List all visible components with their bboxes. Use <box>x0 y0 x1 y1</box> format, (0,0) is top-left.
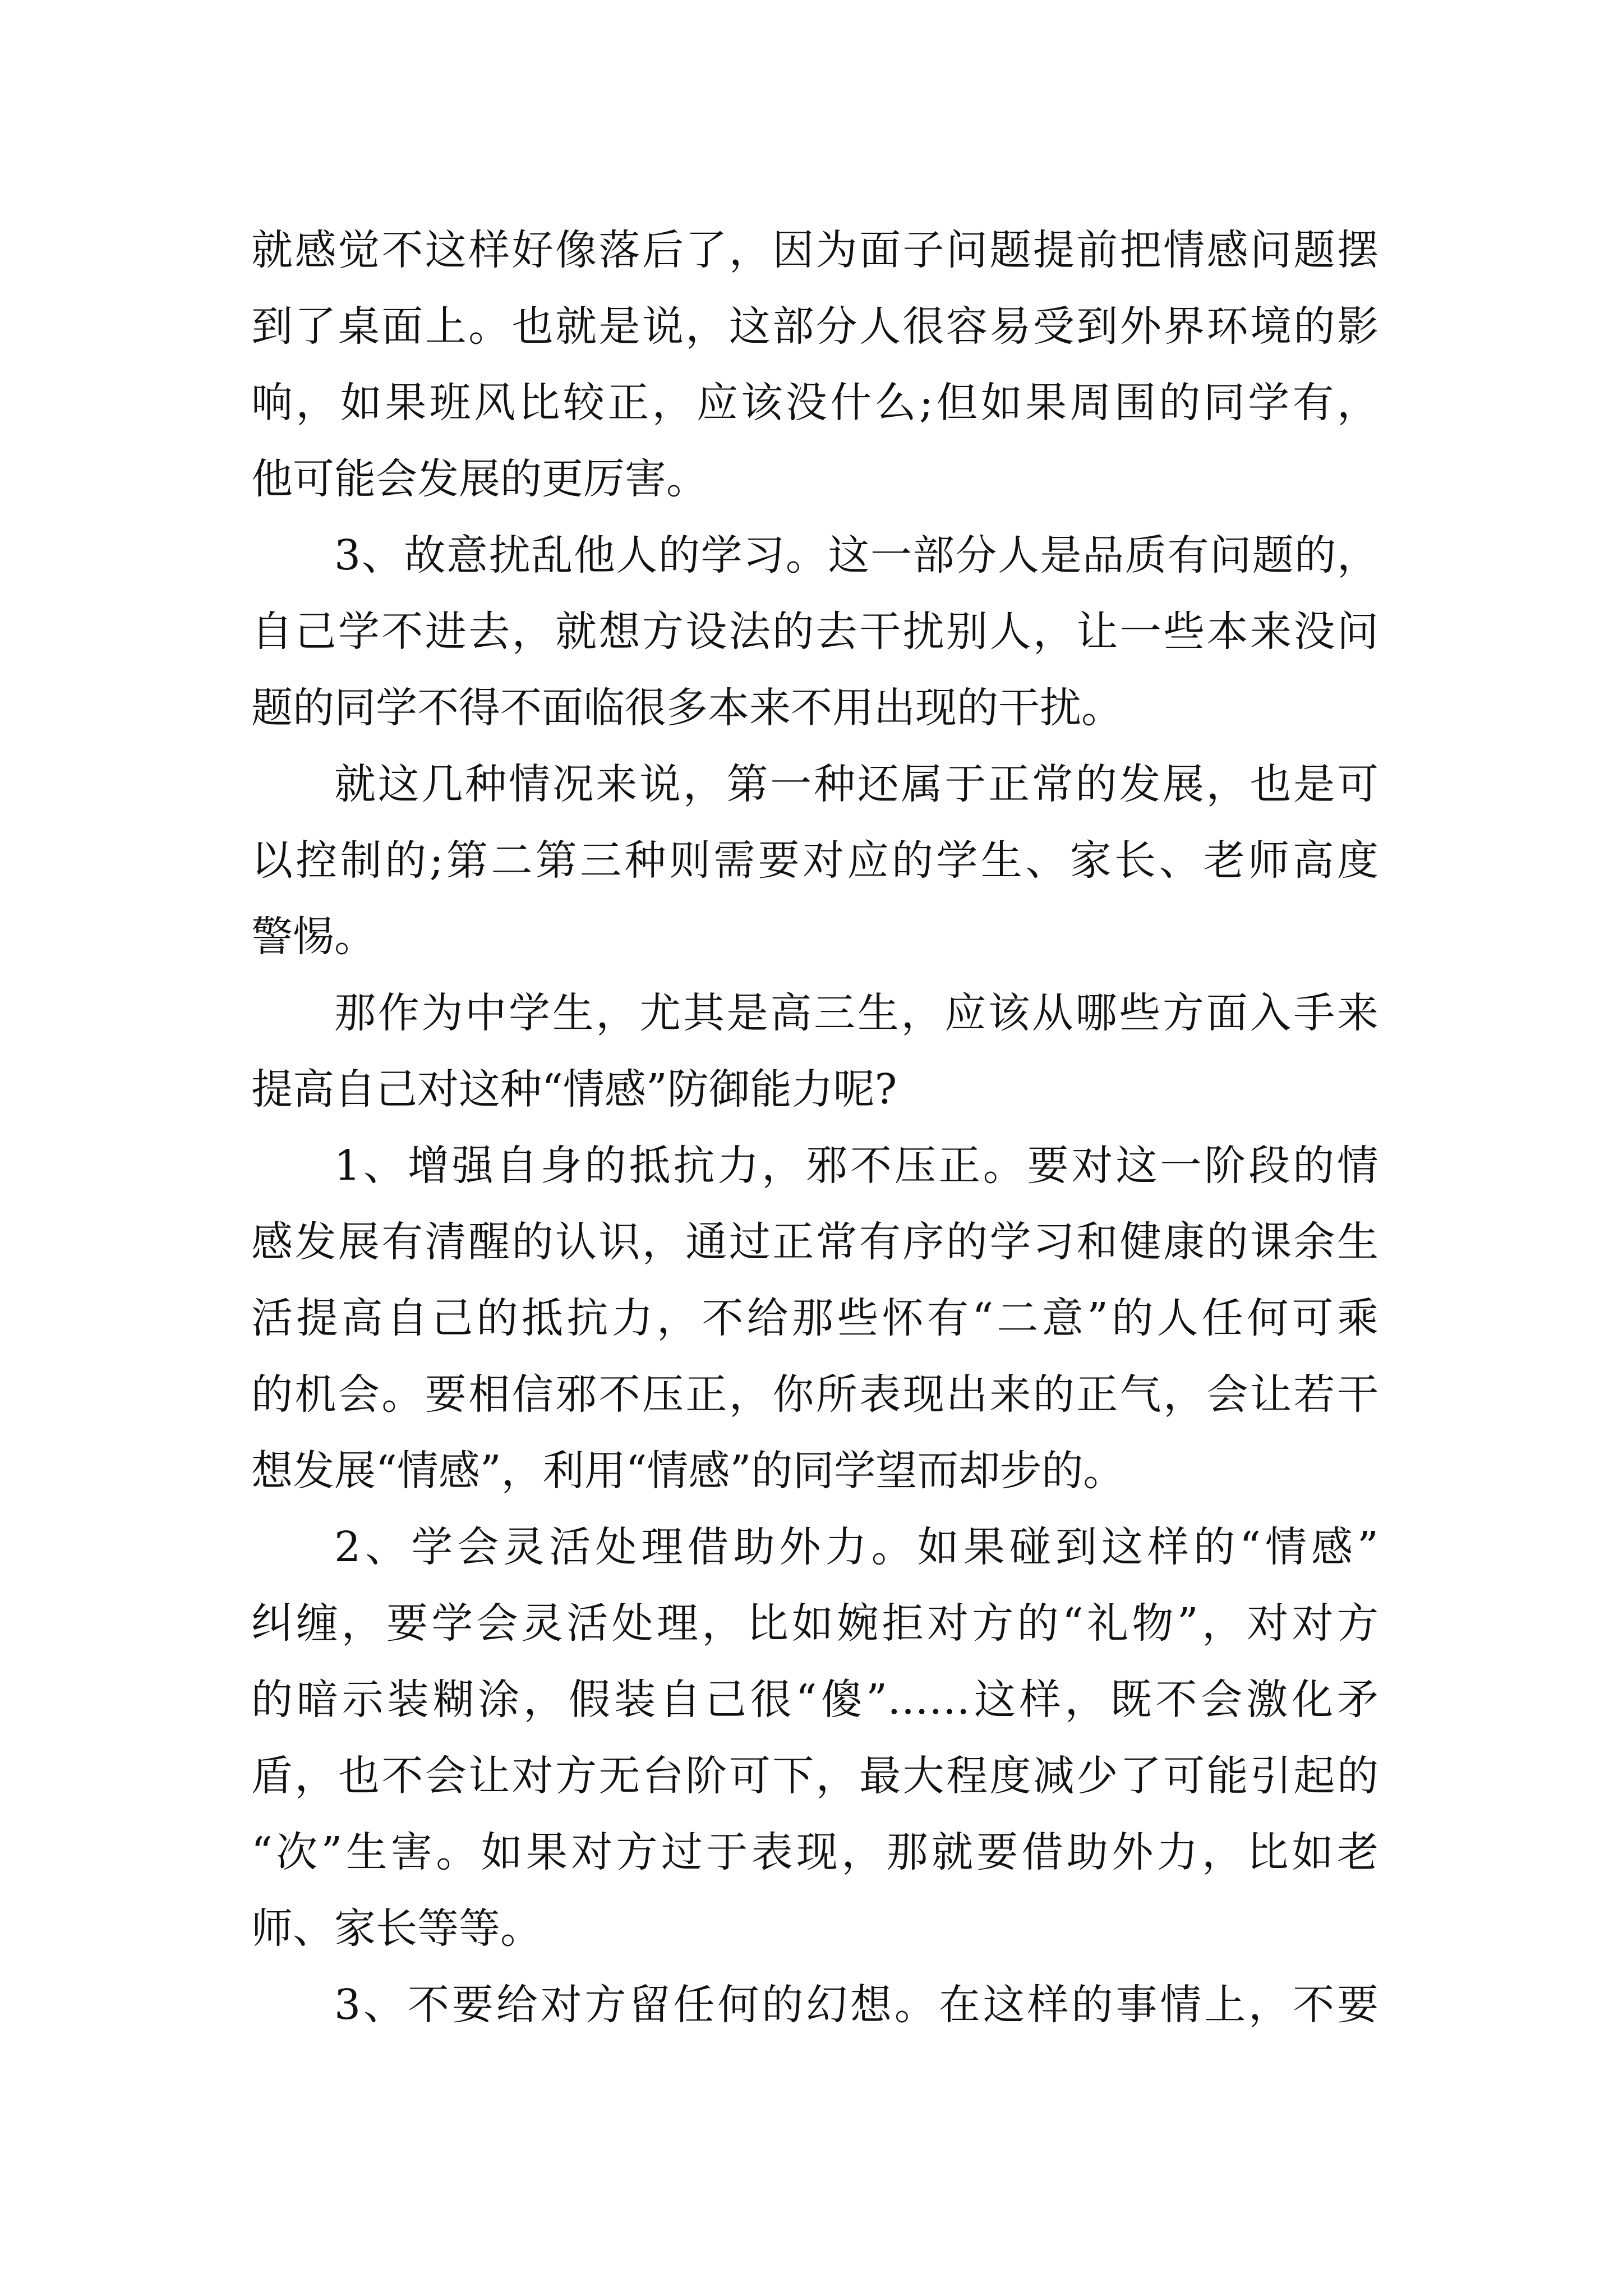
text-line: 警惕。 <box>251 913 376 961</box>
text-line: 3、不要给对方留任何的幻想。在这样的事情上，不要 <box>334 1981 1378 2029</box>
text-line: 就这几种情况来说，第一种还属于正常的发展，也是可 <box>334 760 1378 808</box>
text-line: 提高自己对这种“情感”防御能力呢? <box>251 1065 897 1114</box>
text-line: 题的同学不得不面临很多本来不用出现的干扰。 <box>251 684 1123 732</box>
text-line: 的暗示装糊涂，假装自己很“傻”……这样，既不会激化矛 <box>251 1676 1378 1724</box>
text-line: 就感觉不这样好像落后了，因为面子问题提前把情感问题摆 <box>251 226 1378 274</box>
text-line: 纠缠，要学会灵活处理，比如婉拒对方的“礼物”，对对方 <box>251 1599 1378 1648</box>
text-line: 盾，也不会让对方无台阶可下，最大程度减少了可能引起的 <box>251 1752 1378 1800</box>
document-body <box>251 212 1378 2043</box>
text-line: 响，如果班风比较正，应该没什么;但如果周围的同学有， <box>251 379 1378 427</box>
text-line: 2、学会灵活处理借助外力。如果碰到这样的“情感” <box>334 1523 1378 1571</box>
text-line: 想发展“情感”，利用“情感”的同学望而却步的。 <box>251 1447 1125 1495</box>
text-line: 3、故意扰乱他人的学习。这一部分人是品质有问题的， <box>334 531 1378 579</box>
text-line: “次”生害。如果对方过于表现，那就要借助外力，比如老 <box>251 1828 1378 1876</box>
text-line: 感发展有清醒的认识，通过正常有序的学习和健康的课余生 <box>251 1218 1378 1266</box>
text-line: 师、家长等等。 <box>251 1904 542 1953</box>
text-line: 到了桌面上。也就是说，这部分人很容易受到外界环境的影 <box>251 302 1378 351</box>
text-line: 他可能会发展的更厉害。 <box>251 455 708 503</box>
text-line: 1、增强自身的抵抗力，邪不压正。要对这一阶段的情 <box>334 1142 1378 1190</box>
text-line: 活提高自己的抵抗力，不给那些怀有“二意”的人任何可乘 <box>251 1294 1378 1342</box>
text-line: 的机会。要相信邪不压正，你所表现出来的正气，会让若干 <box>251 1370 1378 1419</box>
text-line: 以控制的;第二第三种则需要对应的学生、家长、老师高度 <box>251 836 1378 885</box>
text-line: 自己学不进去，就想方设法的去干扰别人，让一些本来没问 <box>251 608 1378 656</box>
text-line: 那作为中学生，尤其是高三生，应该从哪些方面入手来 <box>334 989 1378 1037</box>
